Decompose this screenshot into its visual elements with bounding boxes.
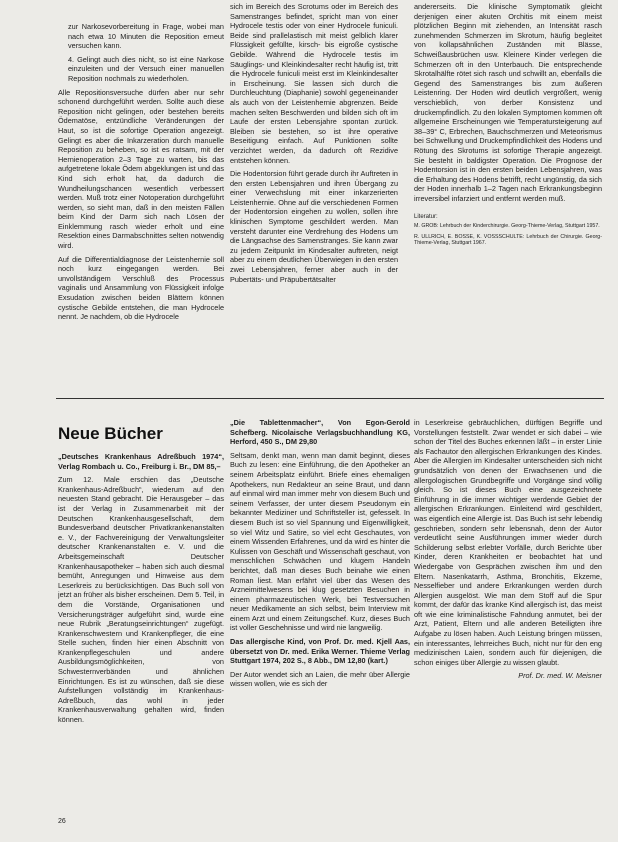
article-paragraph: Die Hodentorsion führt gerade durch ihr Auftreten in den ersten Lebensjahren und ihren Übergang zu einer Verwechslung mit einer inkarzerierten Leistenhernie. Ohne auf die verschiedenen Formen der Hodentorsion eingehen zu wollen, sollen ihre klinischen Symptome geschildert werden. Man versteht darunter eine Verdrehung des Hodens um die Längsachse des Samenstranges. Sie kann zwar zu jedem Zeitpunkt im Kindesalter auftreten, neigt aber zu einem deutlichen Überwiegen in den ersten zwei Lebensjahren, ferner aber auch in der Pubertäts- und Präpubertätsalter xyxy=(230,169,398,284)
review-text: in Leserkreise gebräuchlichen, dürftigen Begriffe und Vorstellungen feststellt. Zwar wendet er sich dabei – wie schon der Titel des Buches erkennen läßt – in erster Linie als Fachautor den allergischen Erkrankungen des Kindes. Aber die Allergien im Kindesalter unterscheiden sich nicht grundsätzlich von denen der Erwachsenen und die allergologischen Grundbegriffe und Vorgänge sind völlig gleich. So ist dieses Buch eine ausgezeichnete Einführung in die immer wichtiger werdende Gebiet der allergischen Erkrankungen. Einleitend wird geschildert, was eigentlich eine Allergie ist. Das Buch ist sehr lebendig geschrieben, sondern sehr lebensnah, denn der Autor verdeutlicht seine Ausführungen immer wieder durch Schilderung selbst erlebter Vorfälle, durch Berichte über Kinder, deren Krankheiten er beobachtet hat und Wiedergabe von Gesprächen zwischen ihm und den Eltern. Nasenkatarrh, Asthma, Bronchitis, Ekzeme, Nesselfieber und andere Erkrankungen werden durch Allergien ausgelöst. Wie man dem Stoff auf die Spur kommt, der dafür das kranke Kind allergisch ist, das meist oft wie eine kriminalistische Fahndung anmutet, bei der Arzt, Patient, Eltern und alle anderen Beteiligten ihre Aufgabe zu lösen haben. Auch Leistung bringen müssen, ein interessantes, lehrreiches Buch, nicht nur für den eng medizinischen Laien, sondern auch für diejenigen, die schon einiges über Allergie zu wissen glaubt. xyxy=(414,418,602,667)
review-column-1 xyxy=(58,452,224,812)
article-list-item: 4. Gelingt auch dies nicht, so ist eine Narkose einzuleiten und der Versuch einer manuellen Reposition nochmals zu wiederholen. xyxy=(68,54,224,83)
article-paragraph: andererseits. Die klinische Symptomatik gleicht derjenigen einer akuten Orchitis mit einem meist plötzlichen Beginn mit ziehenden, an Intensität rasch zunehmenden Schmerzen im Skrotum, häufig begleitet von kollapsähnlichen Zuständen mit Blässe, Schweißausbrüchen usw. Kleinere Kinder verlegen die Schmerzen oft in den Unterbauch. Die entsprechende Skrotalhälfte rötet sich rasch und schwillt an, ebenfalls die Gegend des Samenstranges bis zum äußeren Leistenring. Der Hoden wird deutlich vergrößert, wenig verschieblich, von derber Konsistenz und druckempfindlich. Zu den lokalen Symptomen kommen oft allgemeine Erscheinungen wie Temperatursteigerung auf 38–39° C, Erbrechen, Bauchschmerzen und Meteorismus bei Schwellung und Druckempfindlichkeit des Hodens und Rötung des Skrotums ist sofortige Therapie angezeigt. Sie besteht in baldigster Operation. Die Prognose der Hodentorsion ist in den ersten beiden Lebensjahren, was die Erhaltung des Hodens betrifft, recht ungünstig, da sich der Hoden innerhalb 1–2 Tagen nach Erkrankungsbeginn irreversibel infarziert und entfernt werden muß. xyxy=(414,2,602,203)
book-title: „Deutsches Krankenhaus Adreßbuch 1974“, Verlag Rombach u. Co., Freiburg i. Br., DM 85,– xyxy=(58,452,224,471)
review-text: Zum 12. Male erschien das „Deutsche Krankenhaus-Adreßbuch“, wiederum auf den neuesten Stand gebracht. Die Herausgeber – das ist der Verlag in Zusammenarbeit mit der Deutschen Krankenhausgesellschaft, dem Bundesverband deutscher Privatkrankenanstalten e. V., der Fachvereinigung der Verwaltungsleiter deutscher Krankenanstalten e. V. und die Arbeitsgemeinschaft Deutscher Krankenhausapotheker – haben sich auch diesmal bemüht, Anregungen und Hinweise aus dem Leserkreis zu berücksichtigen. Das Buch soll von jetzt an früher als bisher erscheinen. Dem 5. Teil, in dem die Vorstände, Organisationen und Versicherungsträger aufgeführt sind, wurde eine neue Rubrik „Beratungseinrichtungen“ zugefügt. Krankenschwestern und Krankenpfleger, die eine Stelle suchen, finden hier einen Abschnitt von Krankenpflegeschulen und andere Ausbildungsmöglichkeiten, von Schwesternverbänden und ähnlichen Einrichtungen. Es ist zu wünschen, daß sie diese Aufstellungen vollständig im Krankenhaus-Adreßbuch, das wohl in jeder Krankenhausverwaltung gehalten wird, finden können. xyxy=(58,475,224,725)
article-paragraph: Auf die Differentialdiagnose der Leistenhernie soll noch kurz eingegangen werden. Bei unvollständigem Verschluß des Processus vaginalis und Ansammlung von Flüssigkeit infolge Exsudation zwischen beiden Blättern können cystische Gebilde entstehen, die man Hydrocele nennt. Je nachdem, ob die Hydrocele xyxy=(58,254,224,322)
article-paragraph: sich im Bereich des Scrotums oder im Bereich des Samenstranges befindet, spricht man von einer Hydrocele testis oder von einer Hydrocele funiculi. Beide sind prallelastisch mit meist gelblich klarer Flüssigkeit gefüllte, kirsch- bis eigroße cystische Gebilde. Während die Hydrocele testis im Säuglings- und Kleinkindesalter recht häufig ist, tritt die Hydrocele funiculi meist erst im Kleinkindesalter in Erscheinung. Sie lassen sich durch die Durchleuchtung (Diaphanie) sowohl gegeneinander als auch von der Leistenhernie abgrenzen. Beide machen selten Beschwerden und bilden sich oft im Laufe der ersten Lebensjahre spontan zurück. Bleiben sie bestehen, so ist ihre operative Beseitigung einfach. Auf Punktionen sollte verzichtet werden, da dadurch oft Rezidive entstehen können. xyxy=(230,2,398,165)
review-signature: Prof. Dr. med. W. Meisner xyxy=(518,671,602,681)
book-title: „Die Tablettenmacher“, Von Egon-Gerold Schefberg. Nicolaische Verlagsbuchhandlung KG, Herford, 450 S., DM 29,80 xyxy=(230,418,410,447)
section-heading: Neue Bücher xyxy=(58,424,163,443)
review-column-2 xyxy=(230,418,410,818)
article-column-3 xyxy=(414,2,602,396)
article-column-2 xyxy=(230,2,398,394)
literature-heading: Literatur: xyxy=(414,214,438,221)
book-title: Das allergische Kind, von Prof. Dr. med. Kjell Aas, übersetzt von Dr. med. Erika Werner. Thieme Verlag Stuttgart 1974, 202 S., 8 Abb., DM 12,80 (kart.) xyxy=(230,637,410,666)
page-number: 26 xyxy=(58,818,66,825)
review-text: Seltsam, denkt man, wenn man damit beginnt, dieses Buch zu lesen: eine Einführung, die den Apotheker an seinem Arbeitsplatz einführt. Briefe eines ehemaligen Apothekers, nun Redakteur an seine Braut, und dann auf einmal wird man immer mehr von diesem Buch und seinem Verfasser, der unter diesem Pseudonym ein bekannter Mediziner und Schriftsteller ist, gefesselt. In diesem Buch ist so viel Spannung und Eigenwilligkeit, so viel Witz und Satire, so viel echt Geschautes, von einem Wissenden Erfahrenes, und da wird es hinter die Kulissen von Geschäft und Wissenschaft geschaut, von menschlichen Schwächen und klugem Handeln berichtet, daß man dieses Buch beinahe wie einen Roman liest. Man erfährt viel über das Wesen des Arzneimittelwesens bei klug gesetzten Besuchen in einem pharmazeutischen Werk, bei Testversuchen neuer Medikamente an sich selbst, beim Interview mit einem Arzt und einem Zeitungschef. Kurz, dieses Buch ist voller Geschehnisse und wird nie langweilig. xyxy=(230,450,410,633)
article-paragraph: Alle Repositionsversuche dürfen aber nur sehr schonend durchgeführt werden. Sollte auch diese Reposition nicht gelingen, oder bestehen bereits Ödematöse, entzündliche Veränderungen der Haut, so ist die sofortige Operation angezeigt. Gelingt es aber die Inkarzeration durch manuelle Reposition zu beheben, so ist es ratsam, mit der Hernienoperation 2–3 Tage zu warten, bis das aufgetretene lokale Ödem abgeklungen ist und das Kind sich erholt hat, da dadurch die Wundheilungschancen wesentlich verbessert werden. Muß trotz einer Notoperation durchgeführt werden, so sieht man, daß in den meisten Fällen beim Kind der Darm sich nach Lösen der Einklemmung rasch wieder erholt und eine Resektion eines Darmabschnittes selten notwendig wird. xyxy=(58,87,224,251)
literature-entry: M. GROB: Lehrbuch der Kinderchirurgie. Georg-Thieme-Verlag, Stuttgart 1957. xyxy=(414,223,600,230)
review-text: Der Autor wendet sich an Laien, die mehr über Allergie wissen wollen, wie es sich der xyxy=(230,669,410,689)
section-divider xyxy=(56,398,604,399)
literature-entry: R. ULLRICH, E. BOSSE, K. VOSSSCHULTE: Lehrbuch der Chirurgie. Georg-Thieme-Verlag, Stuttgart 1967. xyxy=(414,233,602,247)
article-paragraph: zur Narkosevorbereitung in Frage, wobei man nach etwa 10 Minuten die Reposition erneut versuchen kann. xyxy=(68,22,224,51)
article-column-1 xyxy=(58,22,224,394)
review-column-3 xyxy=(414,418,602,818)
